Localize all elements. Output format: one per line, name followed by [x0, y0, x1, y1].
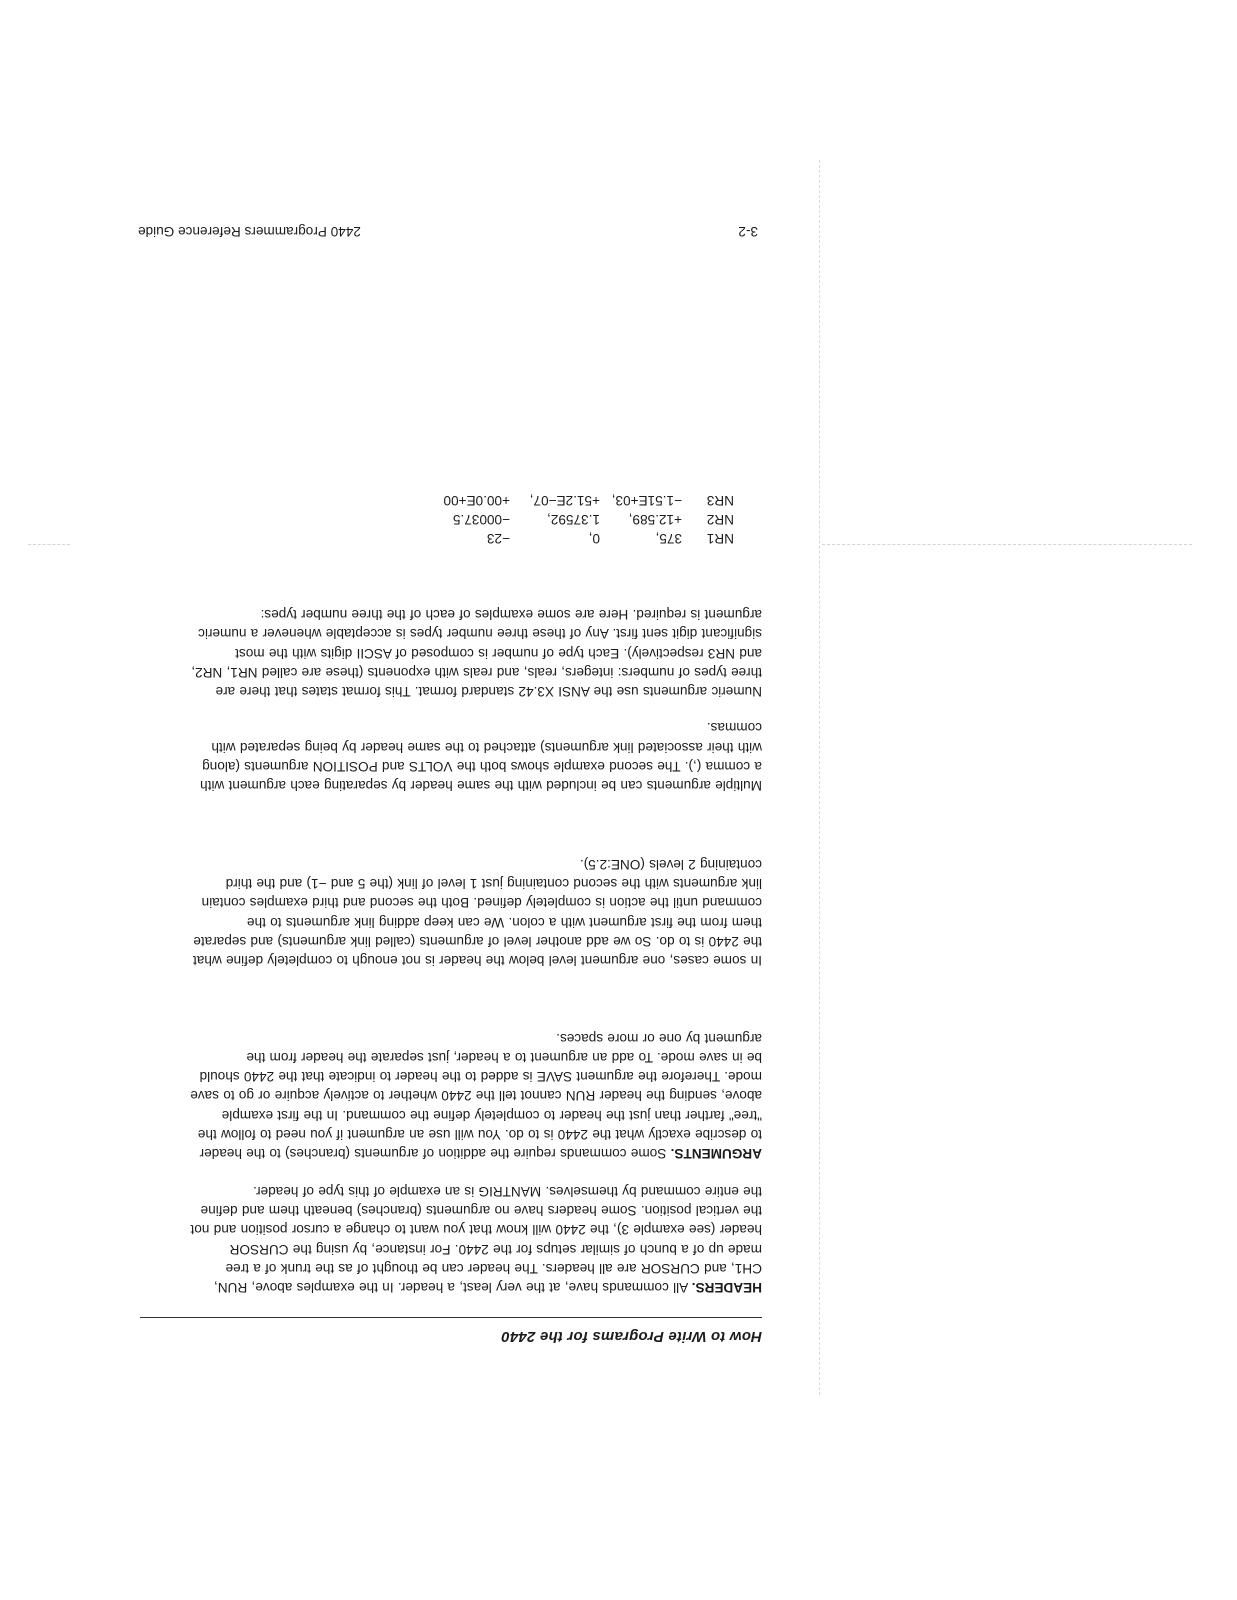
paragraph-arguments — [190, 1029, 762, 1163]
number-value: +00.0E+00 — [443, 493, 510, 508]
number-value: −1.51E+03, — [611, 493, 682, 508]
number-row-nr3 — [400, 491, 734, 510]
paragraph-text: In some cases, one argument level below the header is not enough to completely define what the 2440 is to do. So we add another level of arguments (called link arguments) and separate them from the first argument with a colon. We can keep adding link arguments to the command until the action is completely defined. Both the second and third examples contain link arguments with the second containing just 1 level of link (the 5 and −1) and the third containing 2 levels (ONE:2.5). — [193, 856, 762, 968]
paragraph-headers — [190, 1182, 762, 1297]
section-title: How to Write Programs for the 2440 — [501, 1328, 762, 1345]
number-type: NR3 — [706, 493, 734, 508]
number-value: +51.2E−07, — [529, 493, 600, 508]
paragraph-numeric-arguments — [190, 605, 762, 701]
number-examples-table — [400, 491, 734, 548]
paragraph-lead: HEADERS. — [691, 1280, 762, 1295]
number-value: 375, — [655, 531, 682, 546]
number-row-nr1 — [400, 529, 734, 548]
number-type: NR1 — [706, 531, 734, 546]
page-number: 3-2 — [738, 224, 758, 239]
paragraph-text: Some commands require the addition of arguments (branches) to the header to describe exactly what the 2440 is to do. You will use an argument if you need to follow the "tree" farther than just the header to completely define the command. In the first example above, sending the header RUN cannot tell the 2440 whether to actively acquire or go to save mode. Therefore the argument SAVE is added to the header to indicate that the 2440 should be in save mode. To add an argument to a header, just separate the header from the argument by one or more spaces. — [190, 1030, 762, 1161]
number-value: −00037.5 — [452, 512, 510, 527]
number-value: 0, — [588, 531, 600, 546]
paragraph-lead: ARGUMENTS. — [670, 1146, 762, 1161]
paragraph-link-arguments — [190, 855, 762, 970]
rotated-page-content — [134, 220, 762, 1345]
scan-artifact-right — [822, 544, 1192, 545]
number-value: −23 — [486, 531, 510, 546]
paragraph-multiple-arguments — [190, 718, 762, 795]
scan-artifact-left — [28, 544, 70, 545]
paragraph-text: All commands have, at the very least, a header. In the examples above, RUN, CH1, and CURSOR are all headers. The header can be thought of as the trunk of a tree made up of a bunch of similar setups for the 2440. For instance, by using the CURSOR header (see example 3), the 2440 will know that you want to change a cursor position and not the vertical position. Some headers have no arguments (branches) beneath them and define the entire command by themselves. MANTRIG is an example of this type of header. — [190, 1183, 762, 1295]
number-type: NR2 — [706, 512, 734, 527]
number-value: 1.37592, — [547, 512, 600, 527]
guide-title: 2440 Programmers Reference Guide — [138, 224, 361, 239]
title-underline — [140, 1317, 762, 1318]
number-value: +12.589, — [628, 512, 682, 527]
paragraph-text: Numeric arguments use the ANSI X3.42 standard format. This format states that there are three types of numbers: integers, reals, and reals with exponents (these are called NR1, NR2, and NR3 respectively). Each type of number is composed of ASCII digits with the most significant digit sent first. Any of these three number types is acceptable whenever a numeric argument is required. Here are some examples of each of the three number types: — [191, 607, 762, 699]
number-row-nr2 — [400, 510, 734, 529]
scan-fold-line — [819, 160, 820, 1395]
paragraph-text: Multiple arguments can be included with the same header by separating each argument with a comma (,). The second example shows both the VOLTS and POSITION arguments (along with their associated link arguments) attached to the same header by being separated with commas. — [200, 720, 762, 793]
